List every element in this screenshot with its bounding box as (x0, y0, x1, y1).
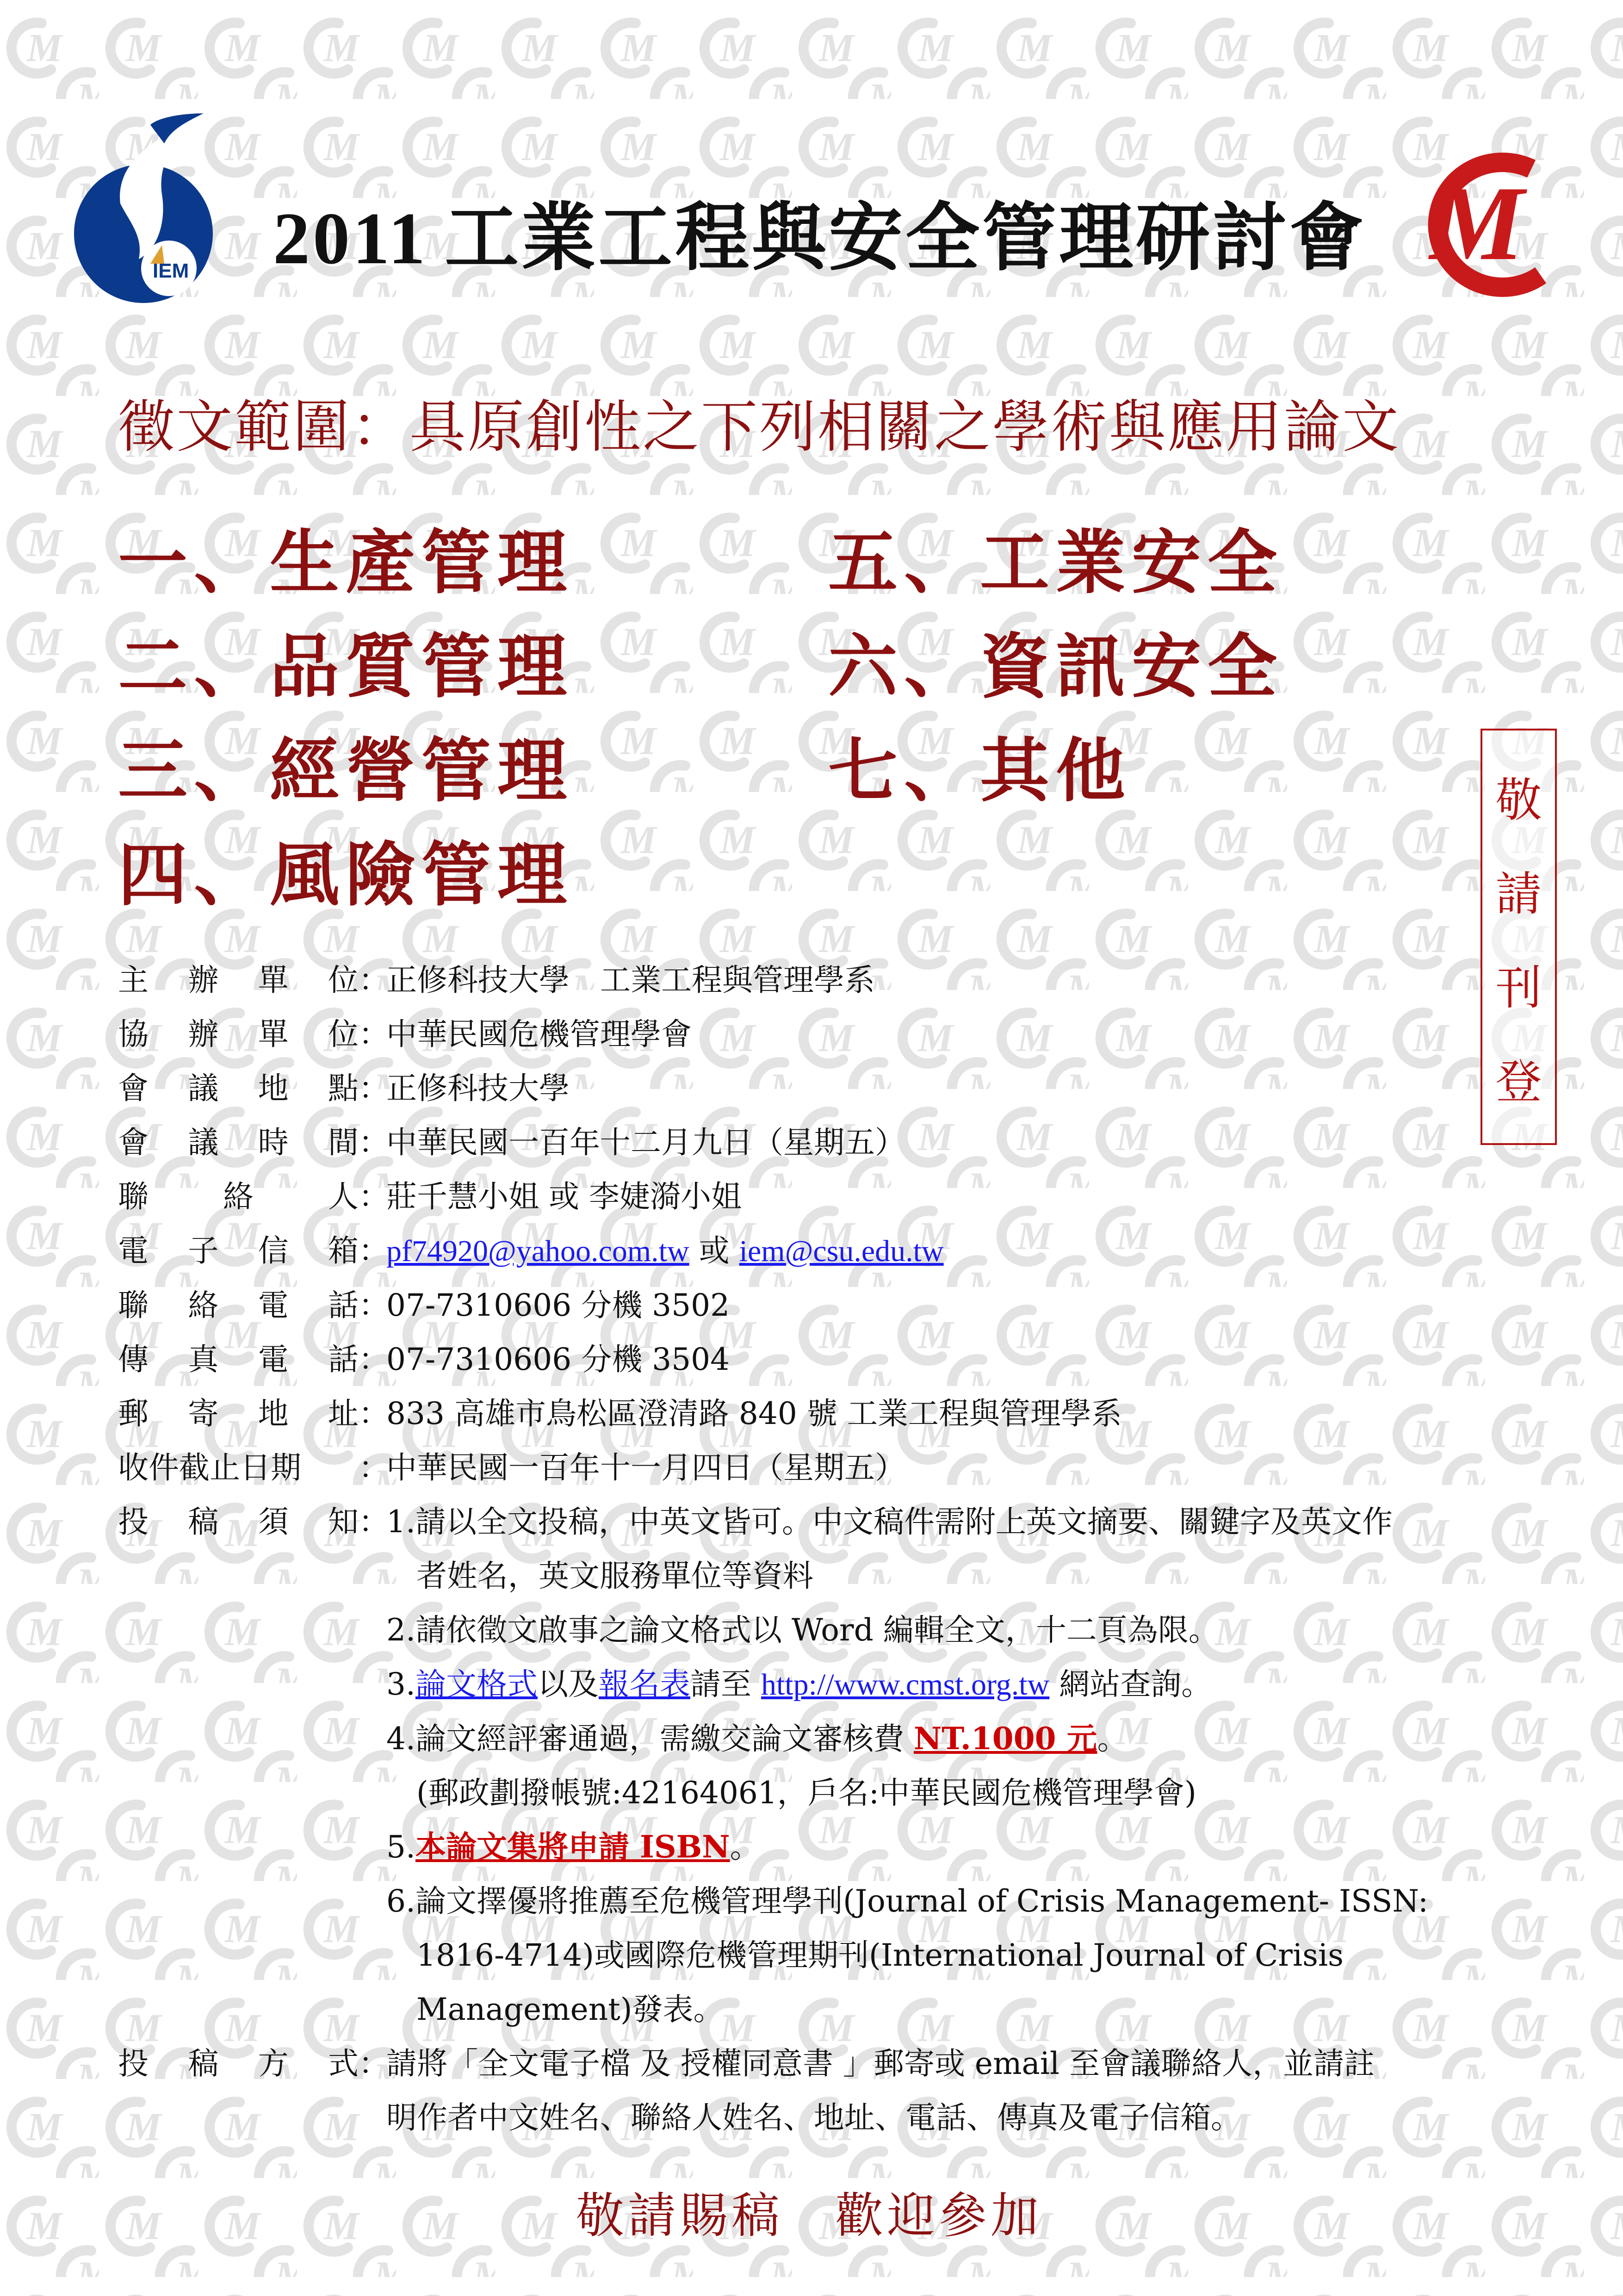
address-value: 833 高雄市鳥松區澄清路 840 號 工業工程與管理學系 (386, 1396, 1122, 1431)
topic-info-security: 六、資訊安全 (828, 626, 1284, 707)
fax-value: 07-7310606 分機 3504 (386, 1342, 730, 1377)
info-row-contact: 聯 絡 人 ： 莊千慧小姐 或 李婕漪小姐 (118, 1170, 1566, 1224)
website-link[interactable]: http://www.cmst.org.tw (761, 1668, 1050, 1702)
info-label: 傳 真 電 話 (118, 1342, 359, 1377)
submission-method (386, 2036, 1566, 2145)
info-label: 聯 絡 人 (118, 1179, 359, 1214)
guideline-6-cont: Management)發表。 (416, 1992, 724, 2027)
title-text: 工業工程與安全管理研討會 (445, 194, 1367, 281)
info-row-phone: 聯 絡 電 話 ： 07-7310606 分機 3502 (118, 1278, 1566, 1332)
submission-line: 請將「全文電子檔 及 授權同意書 」郵寄或 email 至會議聯絡人，並請註 (386, 2046, 1375, 2081)
phone-value: 07-7310606 分機 3502 (386, 1287, 730, 1323)
topic-other: 七、其他 (828, 730, 1132, 811)
venue-value: 正修科技大學 (386, 1071, 570, 1106)
guideline-4: 4.論文經評審通過，需繳交論文審核費 NT.1000 元。 (386, 1720, 1128, 1757)
info-label: 會 議 地 點 (118, 1071, 359, 1106)
note-char: 登 (1495, 1054, 1542, 1109)
info-label: 郵 寄 地 址 (118, 1396, 359, 1431)
paper-format-link[interactable]: 論文格式 (415, 1666, 538, 1702)
guideline-3: 3.論文格式以及報名表請至 http://www.cmst.org.tw 網站查詢。 (386, 1666, 1212, 1702)
conference-title (273, 178, 1366, 285)
info-row-submission: 投 稿 方 式 ： 請將「全文電子檔 及 授權同意書 」郵寄或 email 至會議聯絡人，並請註 明作者中文姓名、聯絡人姓名、地址、電話、傳真及電子信箱。 (118, 2036, 1566, 2145)
co-organizer-value: 中華民國危機管理學會 (386, 1016, 692, 1052)
iem-logo (65, 111, 231, 305)
note-char: 刊 (1495, 960, 1542, 1015)
isbn-notice: 本論文集將申請 ISBN (415, 1829, 730, 1865)
review-fee: NT.1000 元 (913, 1720, 1097, 1757)
info-row-address: 郵 寄 地 址 ： 833 高雄市鳥松區澄清路 840 號 工業工程與管理學系 (118, 1386, 1566, 1441)
info-label: 投 稿 方 式 (118, 2046, 359, 2081)
info-row-guidelines: 投 稿 須 知 ： 1.請以全文投稿，中英文皆可。中文稿件需附上英文摘要、關鍵字及英文作 者姓名，英文服務單位等資料 2.請依徵文啟事之論文格式以 Word 編輯全文，十二頁為限。 3.論文格式以及報名表請至 http://www.cmst.org.tw 網站查詢。 4.論文經評審通過，需繳交論文審核費 NT.1000 元。 (郵政劃撥帳號:42164061，戶名:中華民國危機管理學會) 5.本論文集將申請 ISBN。 6.論文擇優將推薦至危機管理學刊(Journal of Crisis Management- ISSN: 1816-4714)或國際危機管理期刊(International Journal of Crisis Management)發表。 (118, 1495, 1566, 2036)
info-label: 主 辦 單 位 (118, 962, 359, 998)
info-label: 會 議 時 間 (118, 1125, 359, 1160)
info-row-deadline: 收件截止日期 ： 中華民國一百年十一月四日（星期五） (118, 1441, 1566, 1495)
info-row-fax: 傳 真 電 話 ： 07-7310606 分機 3504 (118, 1332, 1566, 1386)
email-link-yahoo[interactable]: pf74920@yahoo.com.tw (386, 1234, 689, 1268)
info-label: 協 辦 單 位 (118, 1016, 359, 1052)
email-link-csu[interactable]: iem@csu.edu.tw (739, 1234, 944, 1268)
note-char: 請 (1495, 866, 1542, 921)
info-row-co-organizer: 協 辦 單 位 ： 中華民國危機管理學會 (118, 1007, 1566, 1061)
date-value: 中華民國一百年十二月九日（星期五） (386, 1125, 905, 1160)
guidelines-list (386, 1495, 1566, 2036)
topic-quality: 二、品質管理 (118, 626, 574, 707)
cm-logo-text: M (1430, 164, 1524, 282)
info-label: 收件截止日期 (118, 1450, 301, 1485)
iem-logo-text: IEM (153, 260, 189, 282)
guideline-4-account: (郵政劃撥帳號:42164061，戶名:中華民國危機管理學會) (416, 1775, 1196, 1811)
registration-form-link[interactable]: 報名表 (598, 1666, 690, 1702)
guideline-6: 6.論文擇優將推薦至危機管理學刊(Journal of Crisis Management- ISSN: (386, 1883, 1429, 1919)
call-for-papers-heading: 徵文範圍：具原創性之下列相關之學術與應用論文 (118, 394, 1400, 460)
title-year: 2011 (273, 197, 428, 279)
info-row-email: 電 子 信 箱 ： pf74920@yahoo.com.tw 或 iem@csu.edu.tw (118, 1224, 1566, 1278)
contact-value: 莊千慧小姐 或 李婕漪小姐 (386, 1179, 742, 1214)
info-row-organizer: 主 辦 單 位 ： 正修科技大學 工業工程與管理學系 (118, 953, 1566, 1007)
topic-business: 三、經營管理 (118, 730, 574, 811)
info-label: 投 稿 須 知 (118, 1504, 359, 1540)
topic-industrial-safety: 五、工業安全 (828, 522, 1284, 603)
guideline-5: 5.本論文集將申請 ISBN。 (386, 1829, 761, 1865)
info-label: 電 子 信 箱 (118, 1233, 359, 1269)
cm-logo (1397, 150, 1568, 298)
topic-risk: 四、風險管理 (118, 834, 574, 916)
info-row-venue: 會 議 地 點 ： 正修科技大學 (118, 1061, 1566, 1115)
note-char: 敬 (1495, 773, 1542, 827)
closing-slogan: 敬請賜稿 歡迎參加 (576, 2187, 1043, 2244)
submission-line: 明作者中文姓名、聯絡人姓名、地址、電話、傳真及電子信箱。 (386, 2100, 1241, 2135)
deadline-value: 中華民國一百年十一月四日（星期五） (386, 1450, 905, 1485)
info-label: 聯 絡 電 話 (118, 1287, 359, 1323)
organizer-value: 正修科技大學 工業工程與管理學系 (386, 962, 875, 998)
guideline-6-cont: 1816-4714)或國際危機管理期刊(International Journal of Crisis (416, 1937, 1344, 1973)
conference-info (118, 953, 1566, 2145)
email-value: pf74920@yahoo.com.tw 或 iem@csu.edu.tw (386, 1233, 944, 1269)
topic-production: 一、生產管理 (118, 522, 574, 603)
guideline-1: 1.請以全文投稿，中英文皆可。中文稿件需附上英文摘要、關鍵字及英文作 (386, 1504, 1393, 1540)
guideline-2: 2.請依徵文啟事之論文格式以 Word 編輯全文，十二頁為限。 (386, 1612, 1219, 1648)
guideline-1-cont: 者姓名，英文服務單位等資料 (416, 1558, 813, 1594)
info-row-date: 會 議 時 間 ： 中華民國一百年十二月九日（星期五） (118, 1115, 1566, 1170)
